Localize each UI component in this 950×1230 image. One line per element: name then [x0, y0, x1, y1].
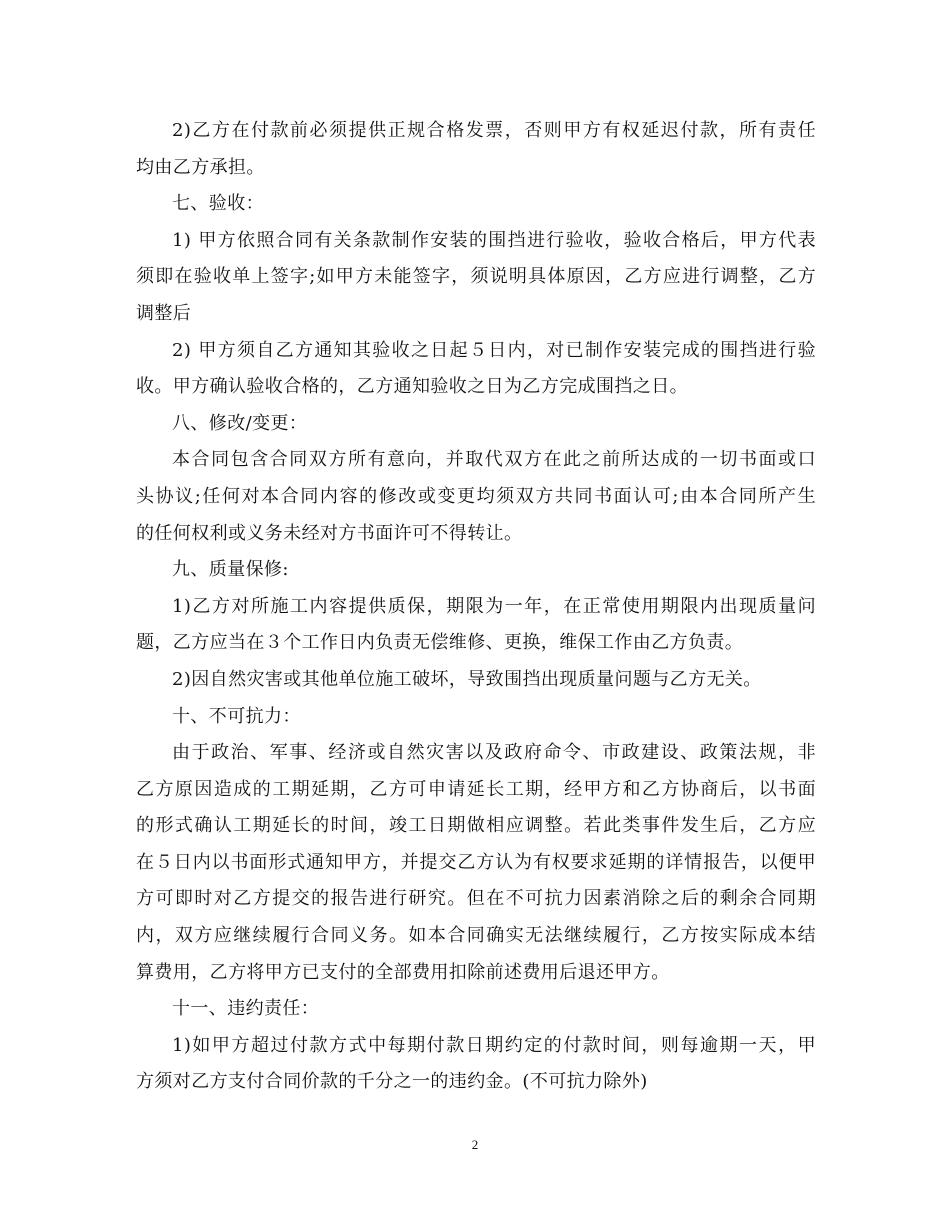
text-line: 方可即时对乙方提交的报告进行研究。但在不可抗力因素消除之后的剩余合同期 [136, 888, 816, 910]
text-line: 十、不可抗力： [172, 705, 301, 727]
paragraph [136, 333, 816, 406]
text-line: 1)乙方对所施工内容提供质保，期限为一年，在正常使用期限内出现质量问 [172, 595, 816, 617]
text-line: 的形式确认工期延长的时间，竣工日期做相应调整。若此类事件发生后，乙方应 [136, 815, 816, 837]
text-line: 在５日内以书面形式通知甲方，并提交乙方认为有权要求延期的详情报告，以便甲 [136, 851, 816, 873]
text-line: 1)如甲方超过付款方式中每期付款日期约定的付款时间，则每逾期一天，甲 [172, 1034, 816, 1056]
text-line: 2)因自然灾害或其他单位施工破坏，导致围挡出现质量问题与乙方无关。 [172, 668, 762, 690]
paragraph [136, 991, 816, 1028]
text-line: 七、验收： [172, 193, 264, 215]
text-line: 十一、违约责任： [172, 998, 320, 1020]
paragraph [136, 699, 816, 736]
text-line: 须即在验收单上签字;如甲方未能签字，须说明具体原因，乙方应进行调整，乙方 [136, 266, 816, 288]
paragraph [136, 113, 816, 186]
paragraph [136, 1028, 816, 1101]
paragraph [136, 406, 816, 443]
text-line: 算费用，乙方将甲方已支付的全部费用扣除前述费用后退还甲方。 [136, 961, 670, 983]
text-line: 均由乙方承担。 [136, 156, 265, 178]
text-line: 方须对乙方支付合同价款的千分之一的违约金。(不可抗力除外) [136, 1071, 648, 1093]
document-body [136, 113, 816, 1101]
text-line: 本合同包含合同双方所有意向，并取代双方在此之前所达成的一切书面或口 [172, 449, 816, 471]
text-line: 2) 甲方须自乙方通知其验收之日起５日内，对已制作安装完成的围挡进行验 [172, 339, 816, 361]
paragraph [136, 662, 816, 699]
text-line: 题，乙方应当在３个工作日内负责无偿维修、更换，维保工作由乙方负责。 [136, 632, 744, 654]
text-line: 2)乙方在付款前必须提供正规合格发票，否则甲方有权延迟付款，所有责任 [172, 120, 816, 141]
text-line: 1) 甲方依照合同有关条款制作安装的围挡进行验收，验收合格后，甲方代表 [172, 229, 816, 251]
paragraph [136, 442, 816, 552]
text-line: 调整后 [136, 302, 192, 324]
text-line: 九、质量保修: [172, 559, 289, 581]
paragraph [136, 186, 816, 223]
paragraph [136, 735, 816, 991]
text-line: 八、修改/变更： [172, 412, 308, 434]
paragraph [136, 552, 816, 589]
page-number: 2 [471, 1137, 479, 1152]
text-line: 的任何权利或义务未经对方书面许可不得转让。 [136, 522, 523, 544]
text-line: 头协议;任何对本合同内容的修改或变更均须双方共同书面认可;由本合同所产生 [136, 485, 816, 507]
text-line: 由于政治、军事、经济或自然灾害以及政府命令、市政建设、政策法规，非 [172, 742, 816, 764]
paragraph [136, 223, 816, 333]
text-line: 收。甲方确认验收合格的，乙方通知验收之日为乙方完成围挡之日。 [136, 376, 688, 398]
text-line: 内，双方应继续履行合同义务。如本合同确实无法继续履行，乙方按实际成本结 [136, 925, 816, 947]
text-line: 乙方原因造成的工期延期，乙方可申请延长工期，经甲方和乙方协商后，以书面 [136, 778, 816, 800]
paragraph [136, 589, 816, 662]
